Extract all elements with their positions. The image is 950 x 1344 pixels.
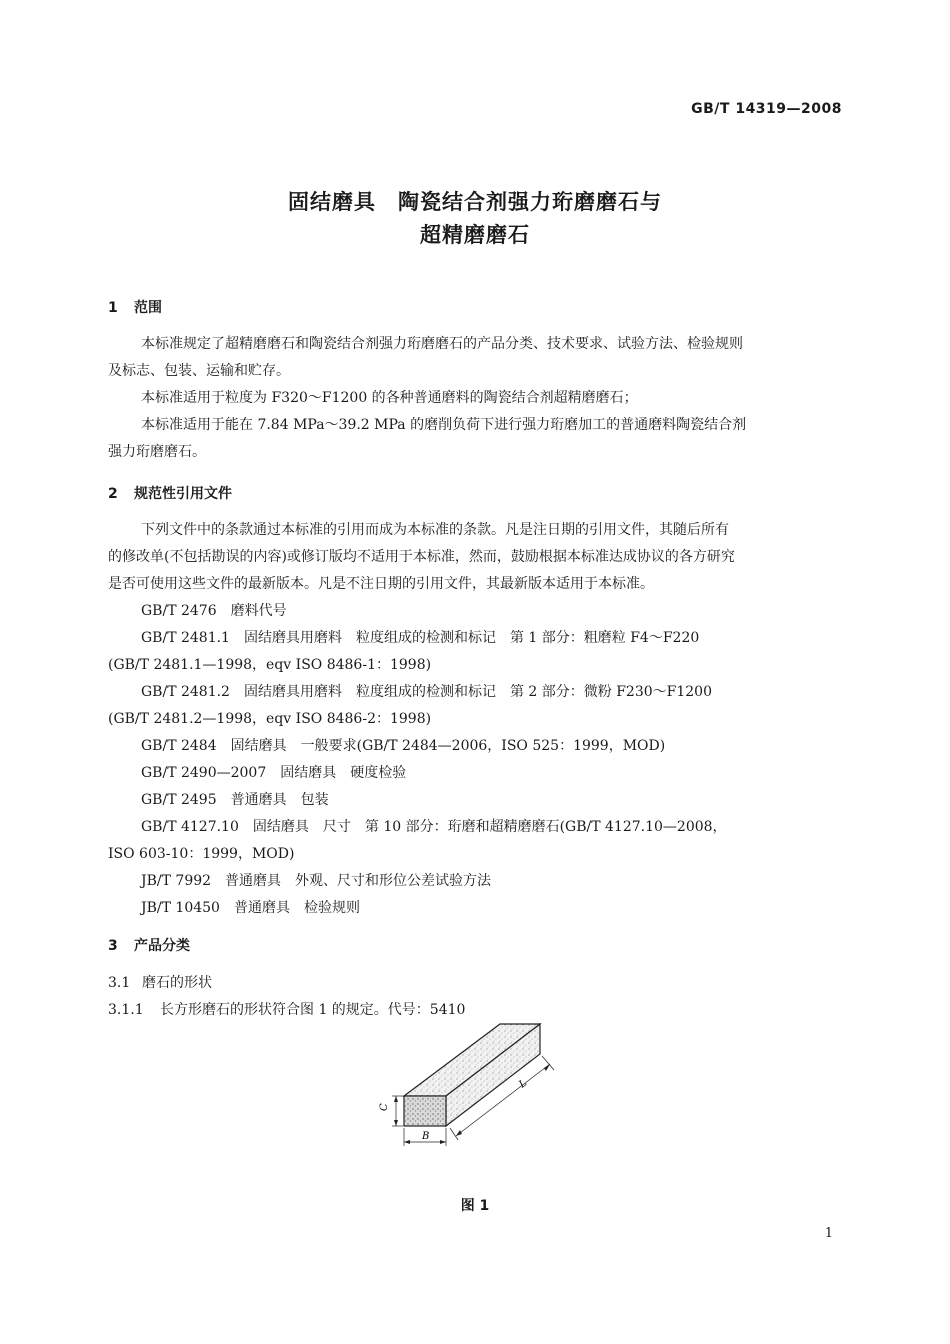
subsection-3-1-1-text: 长方形磨石的形状符合图 1 的规定。代号：5410 <box>160 1002 466 1018</box>
page-number: 1 <box>824 1226 833 1241</box>
reference-item-continuation: ISO 603-10：1999，MOD) <box>108 846 295 862</box>
section-1-para3-line2: 强力珩磨磨石。 <box>108 444 206 460</box>
section-3-number: 3 <box>108 938 118 954</box>
document-title-line2: 超精磨磨石 <box>420 223 530 247</box>
section-1-para1-line1: 本标准规定了超精磨磨石和陶瓷结合剂强力珩磨磨石的产品分类、技术要求、试验方法、检验规则 <box>141 336 743 352</box>
section-1-heading <box>108 297 162 317</box>
dimension-b-label: B <box>422 1131 430 1142</box>
subsection-3-1-title: 磨石的形状 <box>142 975 212 991</box>
section-2-title: 规范性引用文件 <box>134 486 232 502</box>
dimension-c-label: C <box>379 1103 390 1111</box>
section-2-intro-line3: 是否可使用这些文件的最新版本。凡是不注日期的引用文件，其最新版本适用于本标准。 <box>108 576 654 592</box>
reference-item: GB/T 2476 磨料代号 <box>141 603 287 619</box>
section-1-title: 范围 <box>134 300 162 316</box>
reference-item: JB/T 7992 普通磨具 外观、尺寸和形位公差试验方法 <box>141 873 492 889</box>
subsection-3-1 <box>108 972 212 992</box>
subsection-3-1-1 <box>108 999 465 1019</box>
reference-item-continuation: (GB/T 2481.2—1998，eqv ISO 8486-2：1998) <box>108 711 432 727</box>
reference-item: GB/T 4127.10 固结磨具 尺寸 第 10 部分：珩磨和超精磨磨石(GB/T 4127.10—2008， <box>141 819 727 835</box>
section-2-intro-line1: 下列文件中的条款通过本标准的引用而成为本标准的条款。凡是注日期的引用文件，其随后所有 <box>141 522 729 538</box>
reference-item: GB/T 2481.1 固结磨具用磨料 粒度组成的检测和标记 第 1 部分：粗磨粒 F4～F220 <box>141 630 700 646</box>
reference-item: GB/T 2481.2 固结磨具用磨料 粒度组成的检测和标记 第 2 部分：微粉 F230～F1200 <box>141 684 712 700</box>
dimension-l-label: L <box>517 1077 530 1091</box>
stone-end-face <box>404 1096 446 1126</box>
figure-caption: 图 1 <box>460 1198 490 1214</box>
reference-item-continuation: (GB/T 2481.1—1998，eqv ISO 8486-1：1998) <box>108 657 432 673</box>
section-1-number: 1 <box>108 300 118 316</box>
subsection-3-1-number: 3.1 <box>108 975 131 991</box>
reference-item: GB/T 2495 普通磨具 包装 <box>141 792 329 808</box>
section-1-para2: 本标准适用于粒度为 F320～F1200 的各种普通磨料的陶瓷结合剂超精磨磨石； <box>141 390 638 406</box>
figure-rectangular-stone <box>372 1018 572 1178</box>
document-title-line1: 固结磨具 陶瓷结合剂强力珩磨磨石与 <box>288 190 662 214</box>
section-2-number: 2 <box>108 486 118 502</box>
section-2-heading <box>108 483 232 503</box>
reference-item: JB/T 10450 普通磨具 检验规则 <box>141 900 360 916</box>
section-3-heading <box>108 935 190 955</box>
standard-number: GB/T 14319—2008 <box>691 101 842 117</box>
section-2-intro-line2: 的修改单(不包括勘误的内容)或修订版均不适用于本标准，然而，鼓励根据本标准达成协议的各方研究 <box>108 549 735 565</box>
subsection-3-1-1-number: 3.1.1 <box>108 1002 144 1018</box>
reference-item: GB/T 2490—2007 固结磨具 硬度检验 <box>141 765 407 781</box>
reference-item: GB/T 2484 固结磨具 一般要求(GB/T 2484—2006，ISO 525：1999，MOD) <box>141 738 666 754</box>
section-3-title: 产品分类 <box>134 938 190 954</box>
section-1-para1-line2: 及标志、包装、运输和贮存。 <box>108 363 290 379</box>
section-1-para3-line1: 本标准适用于能在 7.84 MPa～39.2 MPa 的磨削负荷下进行强力珩磨加工的普通磨料陶瓷结合剂 <box>141 417 747 433</box>
